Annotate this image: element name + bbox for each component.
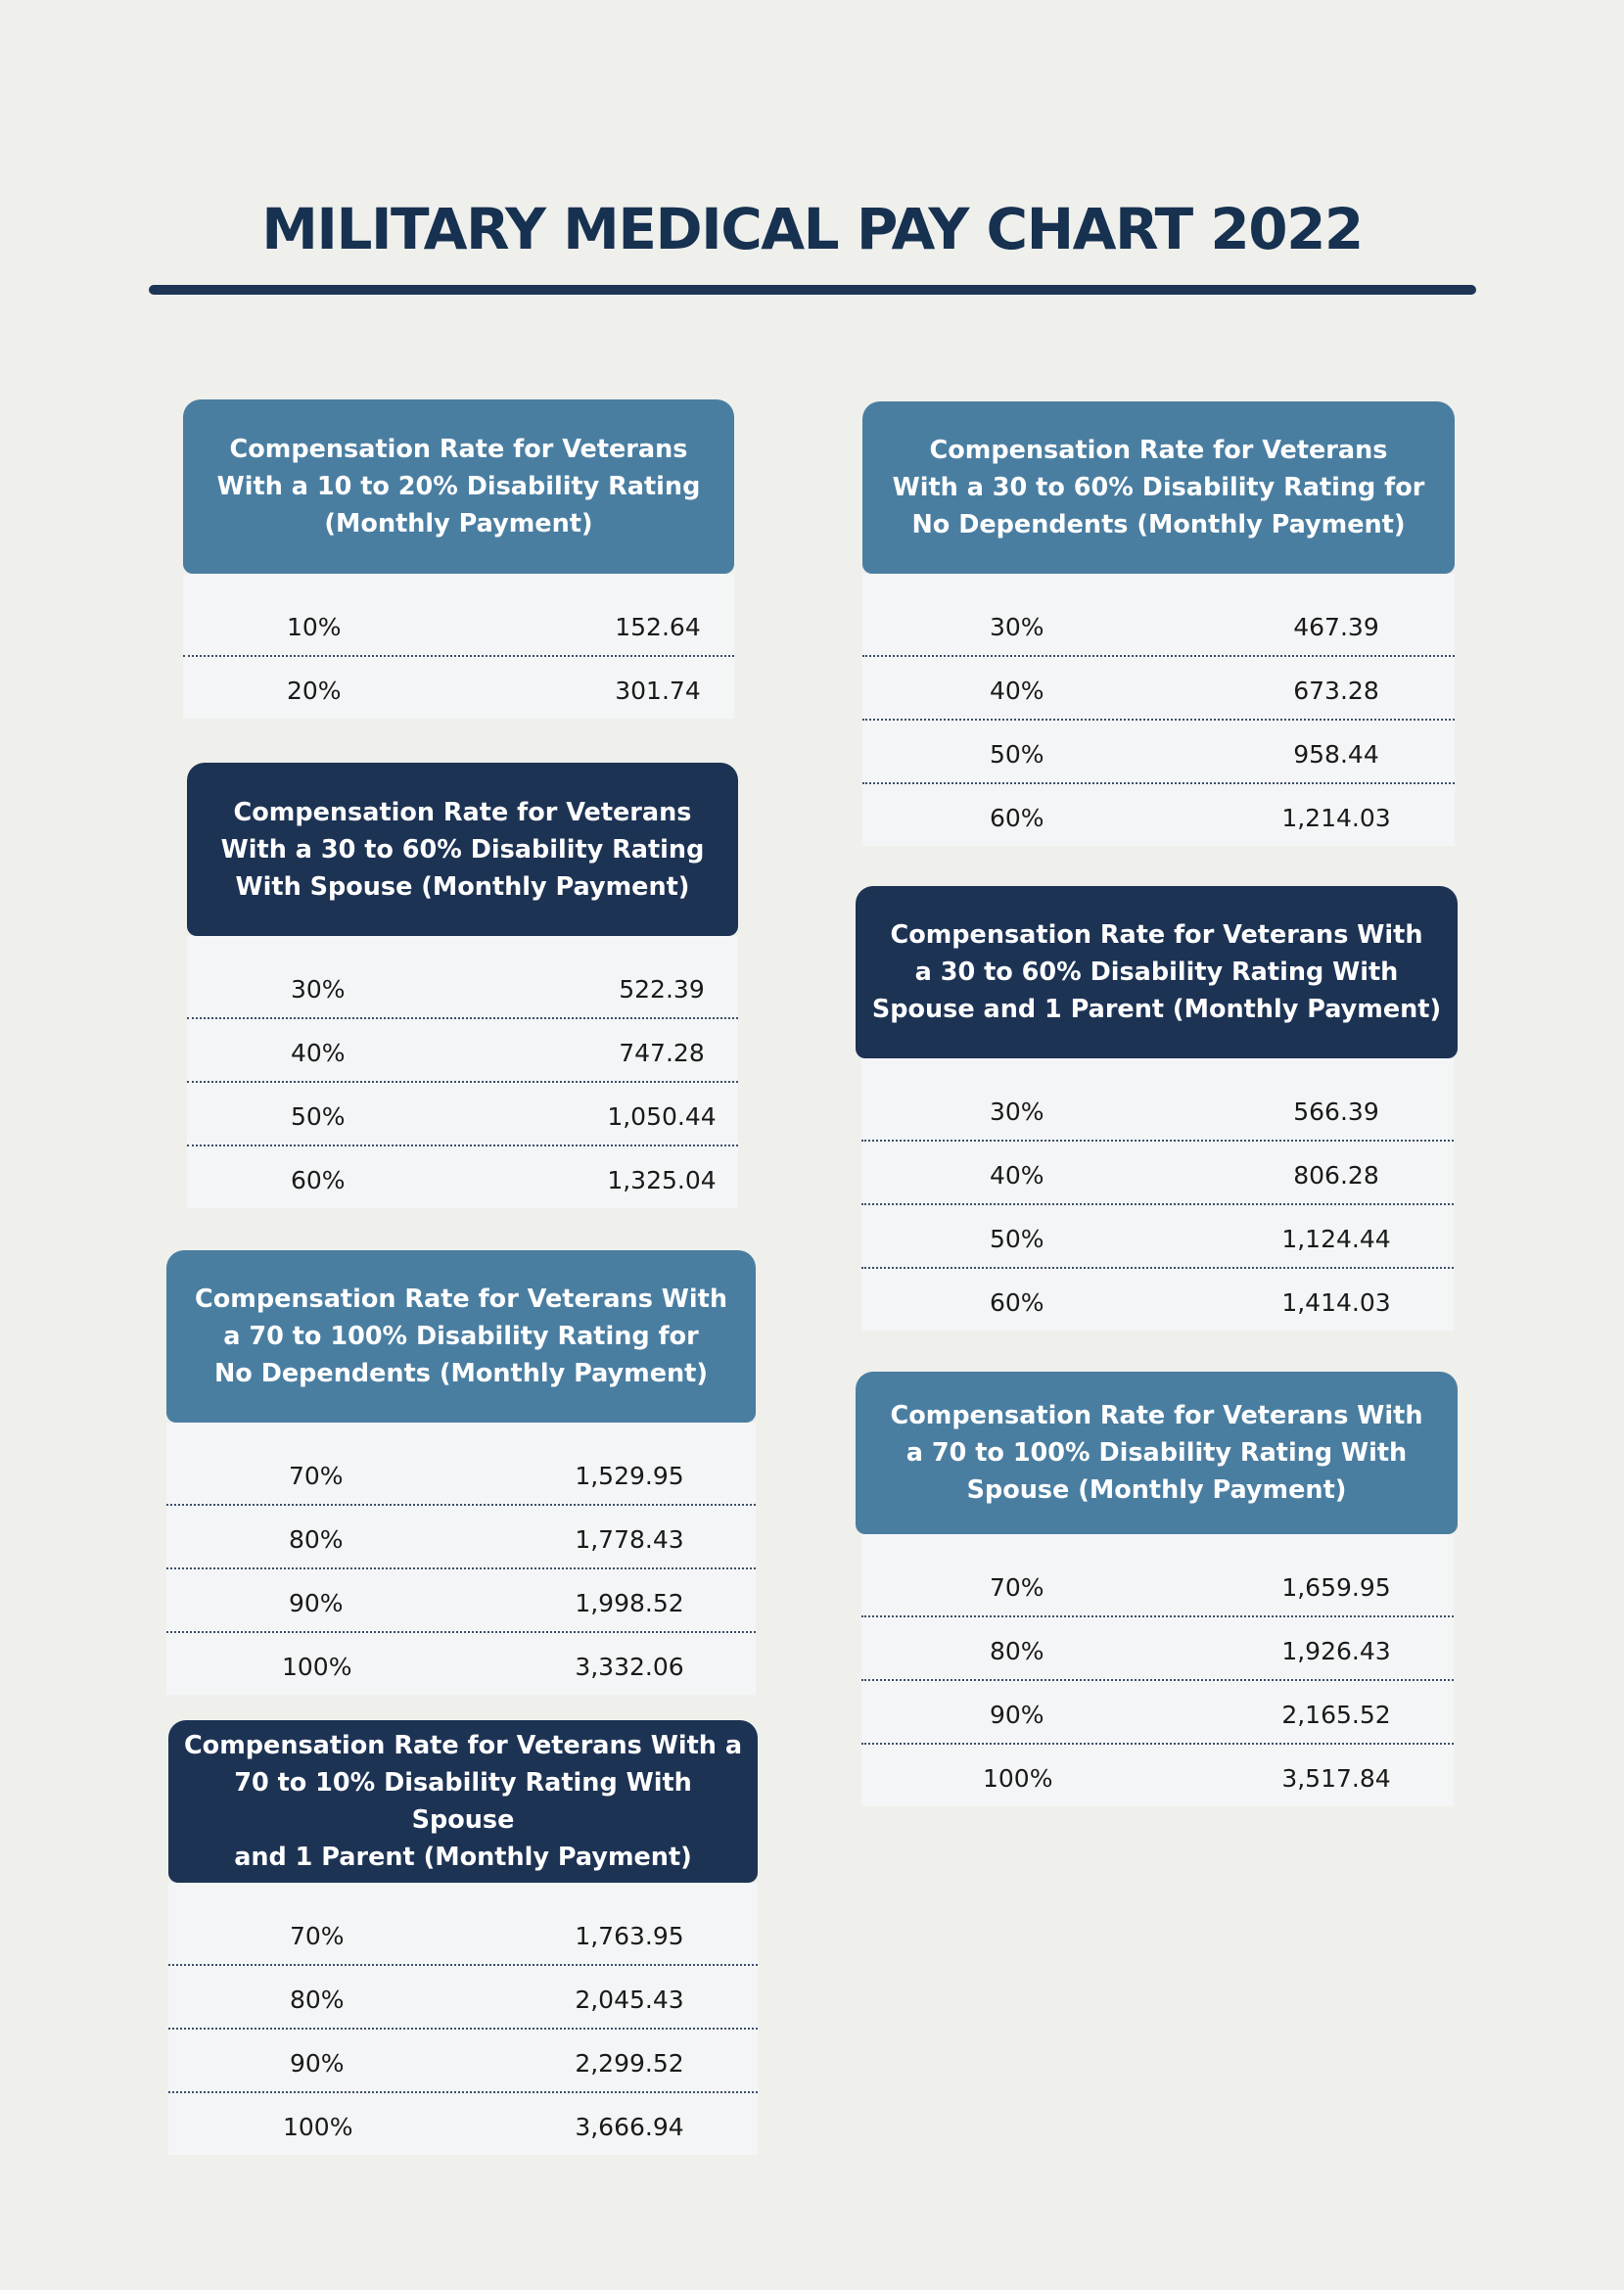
- table-row: [861, 1679, 1454, 1743]
- amount-cell: 2,045.43: [575, 1986, 684, 2014]
- rating-cell: 100%: [283, 2113, 353, 2141]
- amount-cell: 2,299.52: [575, 2049, 684, 2078]
- amount-cell: 747.28: [619, 1039, 705, 1067]
- rating-cell: 70%: [289, 1462, 344, 1490]
- amount-cell: 1,050.44: [607, 1102, 717, 1131]
- amount-cell: 958.44: [1293, 740, 1379, 769]
- amount-cell: 3,332.06: [575, 1653, 684, 1681]
- amount-cell: 3,666.94: [575, 2113, 684, 2141]
- table-row: [166, 1631, 756, 1695]
- table-row: [861, 1743, 1454, 1806]
- rating-cell: 50%: [291, 1102, 346, 1131]
- amount-cell: 1,778.43: [575, 1525, 684, 1554]
- rating-cell: 20%: [287, 677, 342, 705]
- rating-cell: 80%: [990, 1637, 1044, 1665]
- rating-cell: 70%: [990, 1573, 1044, 1602]
- table-row: [861, 1078, 1454, 1140]
- table-body: [862, 574, 1455, 846]
- amount-cell: 1,124.44: [1281, 1225, 1391, 1253]
- rating-cell: 60%: [291, 1166, 346, 1194]
- table-row: [187, 1017, 738, 1081]
- table-row: [183, 593, 734, 655]
- table-row: [187, 956, 738, 1017]
- table-row: [168, 2028, 758, 2091]
- table-row: [862, 719, 1455, 782]
- table-body: [166, 1423, 756, 1695]
- rating-cell: 10%: [287, 613, 342, 641]
- rating-cell: 60%: [990, 1288, 1044, 1317]
- amount-cell: 1,214.03: [1281, 804, 1391, 832]
- amount-cell: 1,414.03: [1281, 1288, 1391, 1317]
- table-header: Compensation Rate for Veterans With a 70 to 100% Disability Rating With Spouse (Monthly Payment): [856, 1372, 1458, 1534]
- rate-table-30-60-no-dependents: [862, 401, 1455, 846]
- rating-cell: 80%: [289, 1525, 344, 1554]
- amount-cell: 301.74: [615, 677, 701, 705]
- amount-cell: 467.39: [1293, 613, 1379, 641]
- rating-cell: 30%: [990, 1098, 1044, 1126]
- rating-cell: 90%: [990, 1701, 1044, 1729]
- table-header: Compensation Rate for Veterans With a 30 to 60% Disability Rating With Spouse (Monthly Payment): [187, 763, 738, 936]
- rate-table-70-100-spouse: [856, 1372, 1458, 1806]
- table-header: Compensation Rate for Veterans With a 30 to 60% Disability Rating for No Dependents (Monthly Payment): [862, 401, 1455, 574]
- title-divider: [149, 285, 1476, 295]
- table-body: [187, 936, 738, 1208]
- amount-cell: 566.39: [1293, 1098, 1379, 1126]
- table-body: [861, 1058, 1454, 1331]
- table-row: [168, 1902, 758, 1964]
- rating-cell: 80%: [290, 1986, 345, 2014]
- amount-cell: 806.28: [1293, 1161, 1379, 1190]
- table-row: [183, 655, 734, 719]
- table-row: [166, 1504, 756, 1567]
- rating-cell: 40%: [990, 1161, 1044, 1190]
- table-row: [187, 1081, 738, 1145]
- amount-cell: 522.39: [619, 975, 705, 1004]
- amount-cell: 1,926.43: [1281, 1637, 1391, 1665]
- table-row: [861, 1615, 1454, 1679]
- table-header: Compensation Rate for Veterans With a 30 to 60% Disability Rating With Spouse and 1 Parent (Monthly Payment): [856, 886, 1458, 1058]
- rating-cell: 50%: [990, 1225, 1044, 1253]
- table-row: [862, 782, 1455, 846]
- table-body: [861, 1534, 1454, 1806]
- rate-table-30-60-spouse: [187, 763, 738, 1208]
- rating-cell: 60%: [990, 804, 1044, 832]
- rating-cell: 30%: [990, 613, 1044, 641]
- rating-cell: 70%: [290, 1922, 345, 1950]
- amount-cell: 1,998.52: [575, 1589, 684, 1617]
- amount-cell: 2,165.52: [1281, 1701, 1391, 1729]
- page-title: MILITARY MEDICAL PAY CHART 2022: [261, 196, 1363, 262]
- amount-cell: 673.28: [1293, 677, 1379, 705]
- rate-table-70-100-spouse-parent: [168, 1720, 758, 2155]
- rating-cell: 50%: [990, 740, 1044, 769]
- rating-cell: 90%: [290, 2049, 345, 2078]
- table-row: [861, 1554, 1454, 1615]
- rating-cell: 40%: [291, 1039, 346, 1067]
- amount-cell: 152.64: [615, 613, 701, 641]
- table-header: Compensation Rate for Veterans With a 10 to 20% Disability Rating (Monthly Payment): [183, 399, 734, 574]
- table-row: [861, 1203, 1454, 1267]
- amount-cell: 1,659.95: [1281, 1573, 1391, 1602]
- table-row: [187, 1145, 738, 1208]
- amount-cell: 1,529.95: [575, 1462, 684, 1490]
- table-row: [166, 1567, 756, 1631]
- rate-table-10-20: [183, 399, 734, 719]
- table-row: [166, 1442, 756, 1504]
- rating-cell: 30%: [291, 975, 346, 1004]
- table-row: [861, 1140, 1454, 1203]
- amount-cell: 3,517.84: [1281, 1764, 1391, 1793]
- amount-cell: 1,763.95: [575, 1922, 684, 1950]
- table-row: [862, 593, 1455, 655]
- table-row: [862, 655, 1455, 719]
- table-row: [168, 2091, 758, 2155]
- rating-cell: 100%: [983, 1764, 1053, 1793]
- table-body: [168, 1883, 758, 2155]
- table-body: [183, 574, 734, 719]
- rating-cell: 90%: [289, 1589, 344, 1617]
- table-header: Compensation Rate for Veterans With a 70 to 100% Disability Rating for No Dependents (Monthly Payment): [166, 1250, 756, 1423]
- rate-table-70-100-no-dependents: [166, 1250, 756, 1695]
- amount-cell: 1,325.04: [607, 1166, 717, 1194]
- table-row: [168, 1964, 758, 2028]
- rating-cell: 100%: [282, 1653, 352, 1681]
- table-row: [861, 1267, 1454, 1331]
- table-header: Compensation Rate for Veterans With a 70 to 10% Disability Rating With Spouse and 1 Parent (Monthly Payment): [168, 1720, 758, 1883]
- rating-cell: 40%: [990, 677, 1044, 705]
- rate-table-30-60-spouse-parent: [856, 886, 1458, 1331]
